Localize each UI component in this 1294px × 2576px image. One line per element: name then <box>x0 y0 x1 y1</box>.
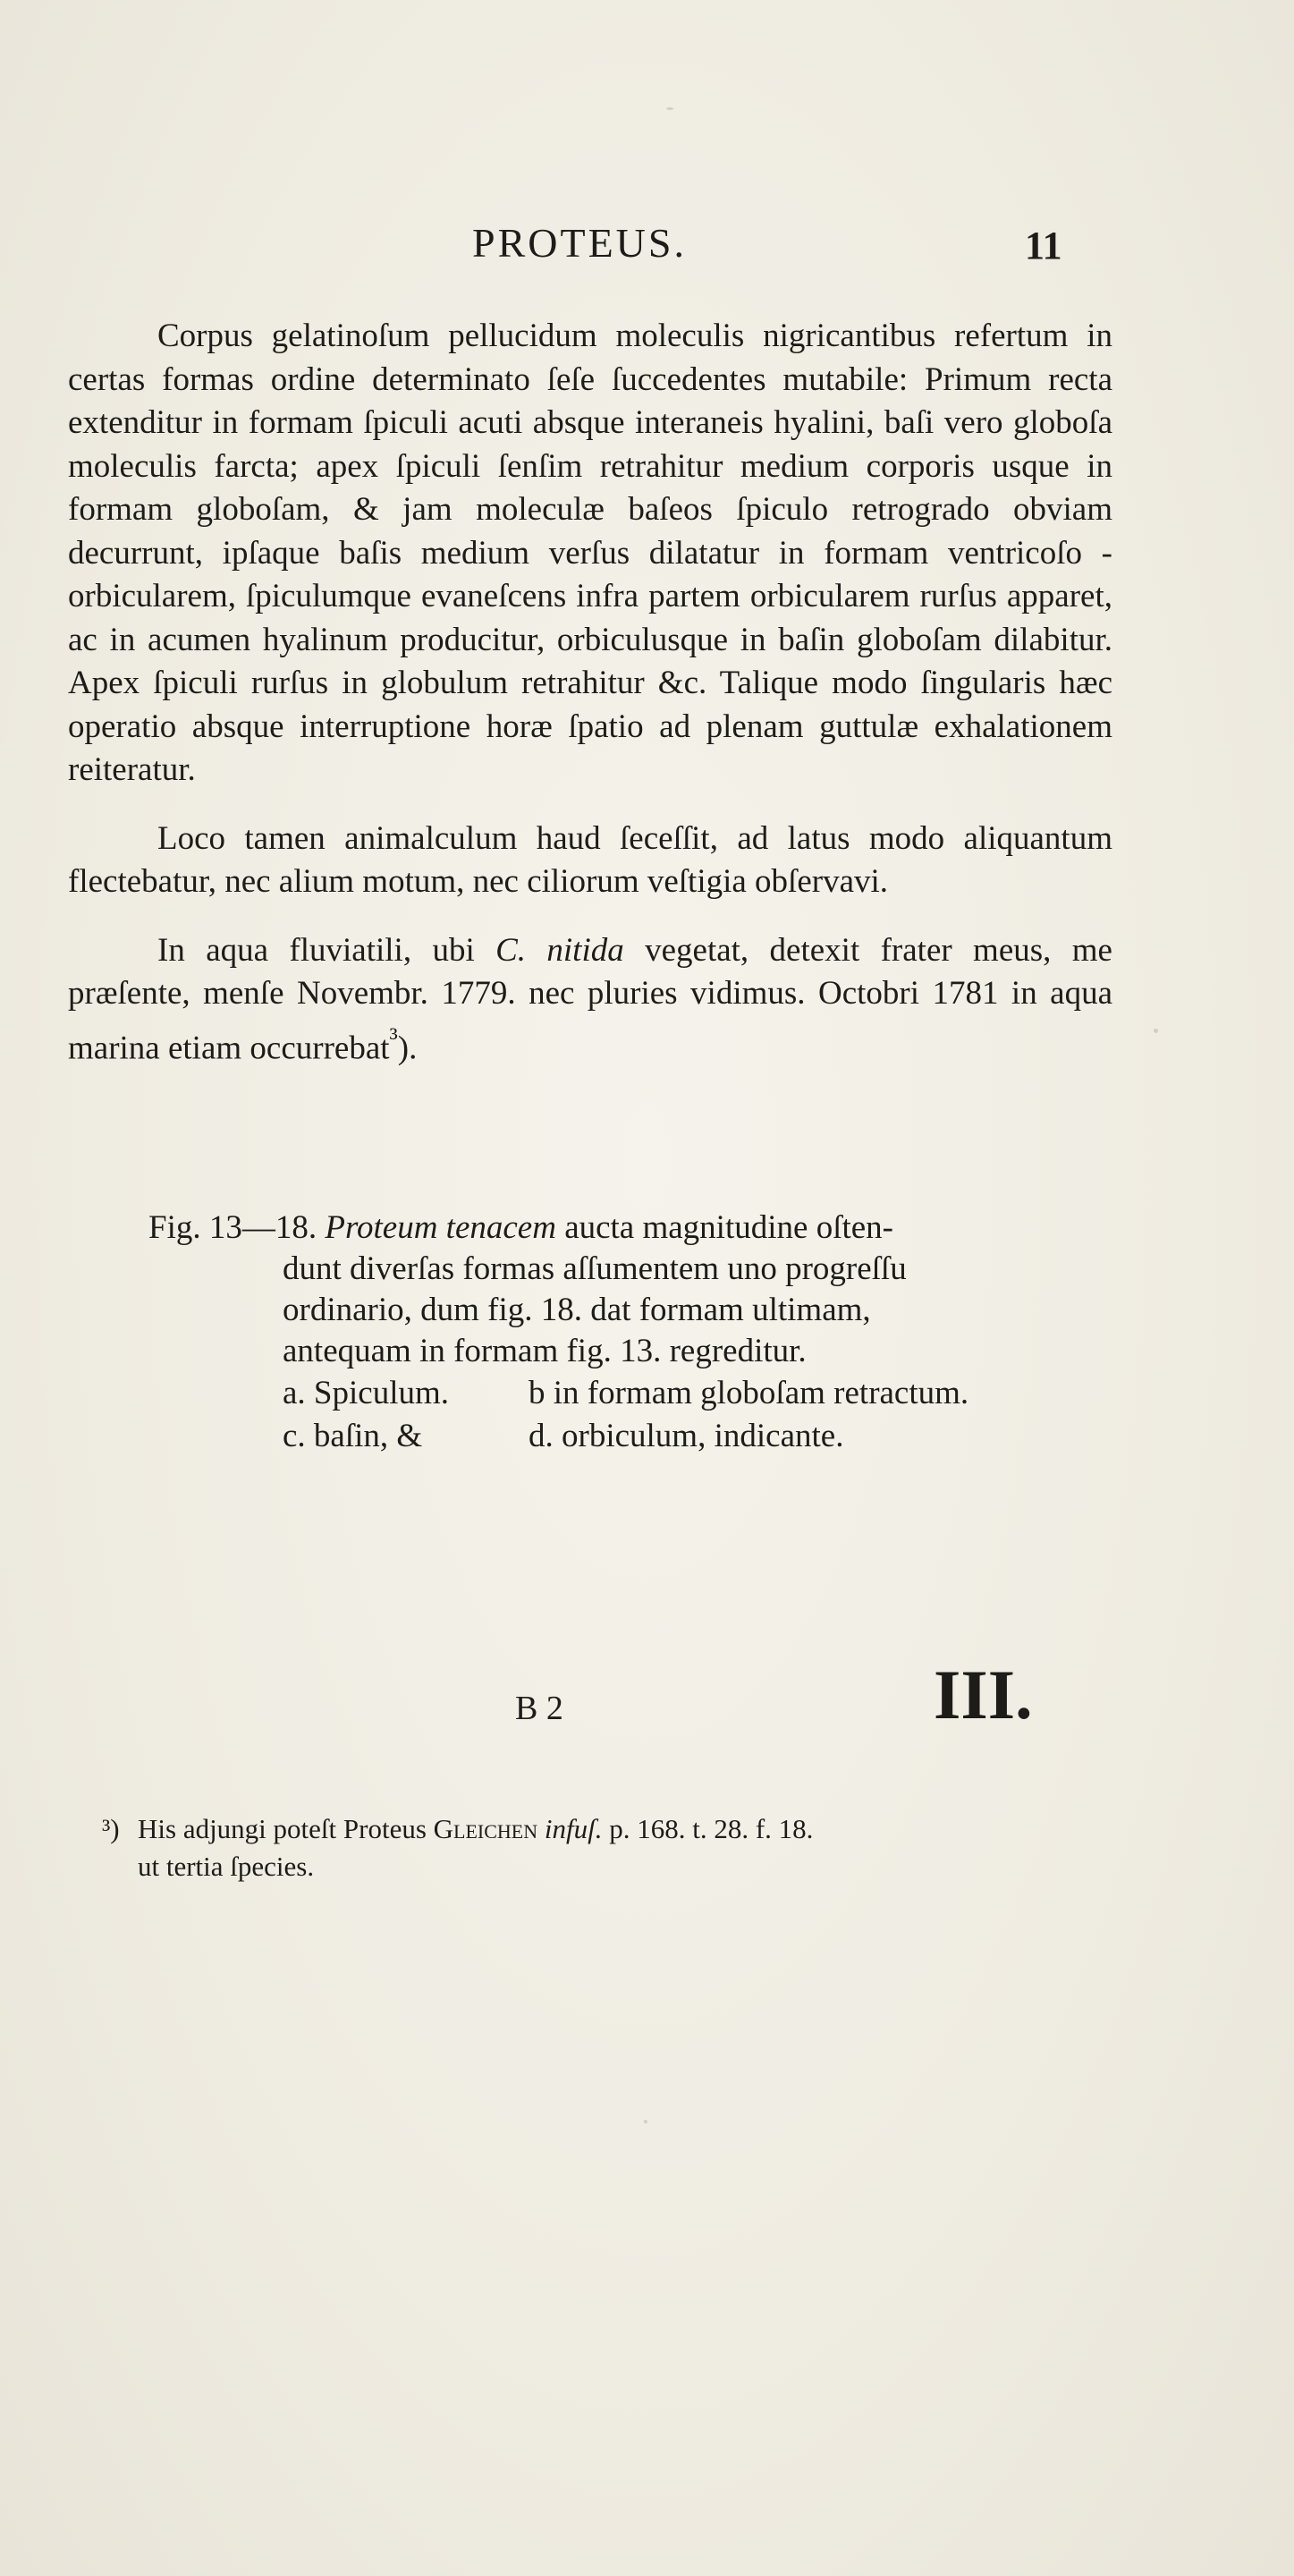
legend-row <box>283 1372 1112 1415</box>
legend-row <box>283 1415 1112 1458</box>
running-title: PROTEUS. <box>472 220 687 266</box>
paper-speck <box>644 2120 647 2123</box>
figure-label: Fig. 13—18. <box>148 1209 326 1246</box>
legend-item: b in formam globoſam retractum. <box>529 1375 969 1411</box>
figure-caption-line: ordinario, dum fig. 18. dat formam ultimam, <box>283 1292 871 1328</box>
footnote-line <box>102 1810 1112 1848</box>
figure-caption-text: aucta magnitudine oſten- <box>555 1209 894 1246</box>
figure-legend <box>148 1372 1112 1458</box>
legend-item: a. Spiculum. <box>283 1375 450 1411</box>
footnote-mark: ³) <box>102 1813 120 1844</box>
habitat-text-rest: vegetat, detexit frater meus, me præſente, menſe Novembr. 1779. nec pluries vidimus. Octobri 1781 in aqua marina etiam occurrebat <box>68 931 1112 1066</box>
legend-item: c. baſin, & <box>283 1418 423 1454</box>
footnote-reference: ³ <box>389 1021 398 1053</box>
habitat-text-start: In aqua fluviatili, ubi <box>157 931 496 969</box>
body-text <box>68 315 1112 1095</box>
catchword: III. <box>934 1656 1033 1733</box>
signature-mark: B 2 <box>515 1690 563 1727</box>
figure-caption <box>148 1208 1112 1458</box>
legend-item: d. orbiculum, indicante. <box>529 1418 844 1454</box>
figure-caption-line: dunt diverſas formas aſſumentem uno progreſſu <box>283 1250 907 1287</box>
paper-speck <box>1154 1029 1158 1033</box>
figure-caption-line <box>148 1208 1112 1249</box>
page-number: 11 <box>1025 224 1062 267</box>
species-name: C. nitida <box>495 931 624 969</box>
figure-species-name: Proteum tenacem <box>325 1209 556 1246</box>
footnote-text: His adjungi poteſt Proteus <box>138 1813 434 1844</box>
paragraph-location: Loco tamen animalculum haud ſeceſſit, ad latus modo aliquantum flectebatur, nec alium motum, nec ciliorum veſtigia obſervavi. <box>68 819 1112 900</box>
paragraph-habitat <box>68 929 1112 1071</box>
footnote-line: ut tertia ſpecies. <box>138 1851 315 1882</box>
habitat-text-end: ). <box>397 1029 418 1066</box>
footnote-author: Gleichen <box>433 1813 538 1844</box>
paper-speck <box>666 107 673 110</box>
footnote-citation: p. 168. t. 28. f. 18. <box>602 1813 814 1844</box>
paragraph-description: Corpus gelatinoſum pellucidum moleculis nigricantibus refertum in certas formas ordine determinato ſeſe ſuccedentes mutabile: Primum recta extenditur in formam ſpiculi acuti absque interaneis hyalini, baſi vero globoſa moleculis farcta; apex ſpiculi ſenſim retrahitur medium corporis usque in formam globoſam, & jam moleculæ baſeos ſpiculo retrogrado obviam decurrunt, ipſaque baſis medium verſus dilatatur in formam ventricoſo - orbicularem, ſpiculumque evaneſcens infra partem orbicularem rurſus apparet, ac in acumen hyalinum producitur, orbiculusque in baſin globoſam dilabitur. Apex ſpiculi rurſus in globulum retrahitur &c. Talique modo ſingularis hæc operatio absque interruptione horæ ſpatio ad plenam guttulæ exhalationem reiteratur. <box>68 318 1112 788</box>
page-header <box>0 219 1294 273</box>
footnote <box>102 1810 1112 1885</box>
figure-caption-line: antequam in formam fig. 13. regreditur. <box>283 1333 807 1369</box>
footnote-work: infuſ. <box>537 1813 603 1844</box>
